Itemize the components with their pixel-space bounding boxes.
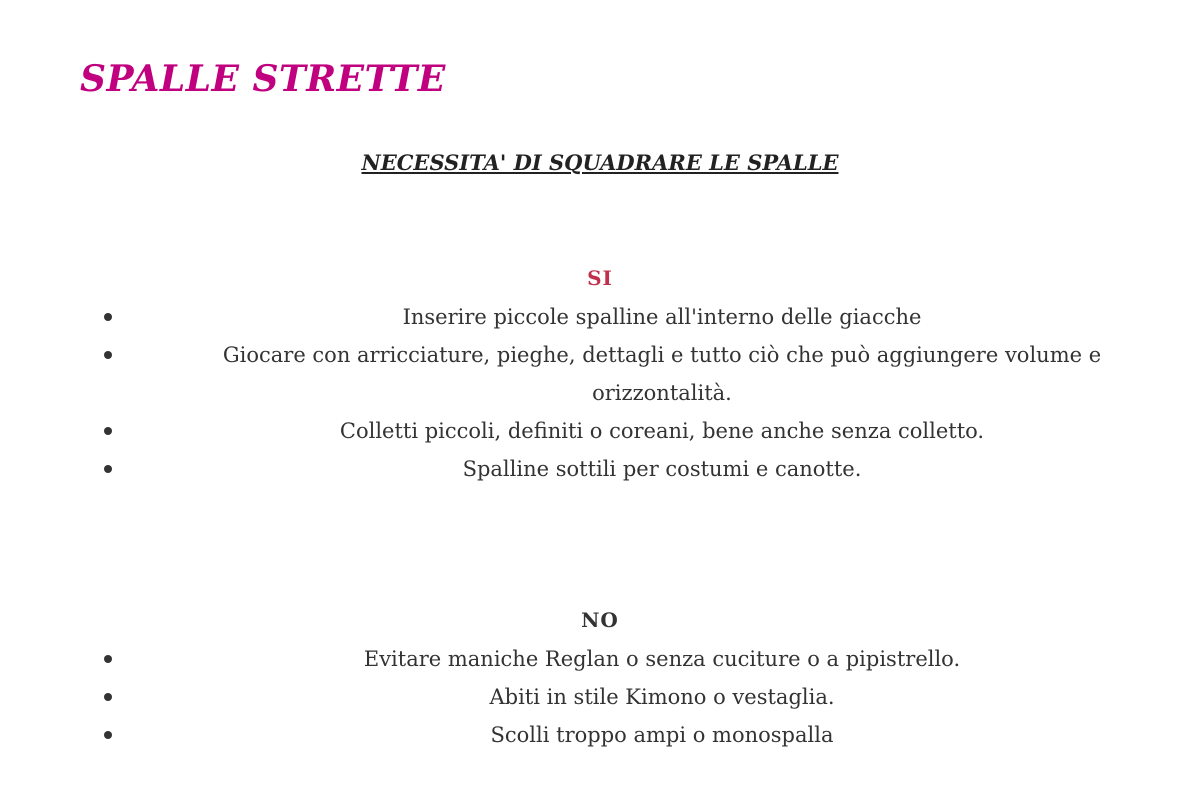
list-item [164,716,1160,754]
list-item [164,678,1160,716]
list-item [164,336,1160,412]
list-item-text: Inserire piccole spalline all'interno delle giacche [402,305,922,329]
list-item-text: Abiti in stile Kimono o vestaglia. [489,685,835,709]
bullet-icon [104,313,112,321]
bullet-icon [104,693,112,701]
list-item-text: Colletti piccoli, definiti o coreani, bene anche senza colletto. [339,419,985,443]
list-item-text: Spalline sottili per costumi e canotte. [462,457,862,481]
list-item-text: Scolli troppo ampi o monospalla [490,723,834,747]
list-item [164,412,1160,450]
si-list [80,298,1160,488]
page-title: SPALLE STRETTE [80,58,446,100]
list-item-text: Giocare con arricciature, pieghe, dettagli e tutto ciò che può aggiungere volume e orizzontalità. [222,343,1102,405]
list-item [164,298,1160,336]
bullet-icon [104,465,112,473]
list-item [164,640,1160,678]
list-item [164,450,1160,488]
section-heading-no: NO [581,608,619,632]
no-list [80,640,1160,754]
bullet-icon [104,731,112,739]
bullet-icon [104,351,112,359]
section-heading-si: SI [587,266,613,290]
bullet-icon [104,427,112,435]
list-item-text: Evitare maniche Reglan o senza cuciture o a pipistrello. [363,647,961,671]
bullet-icon [104,655,112,663]
page-subtitle: NECESSITA' DI SQUADRARE LE SPALLE [361,150,839,175]
